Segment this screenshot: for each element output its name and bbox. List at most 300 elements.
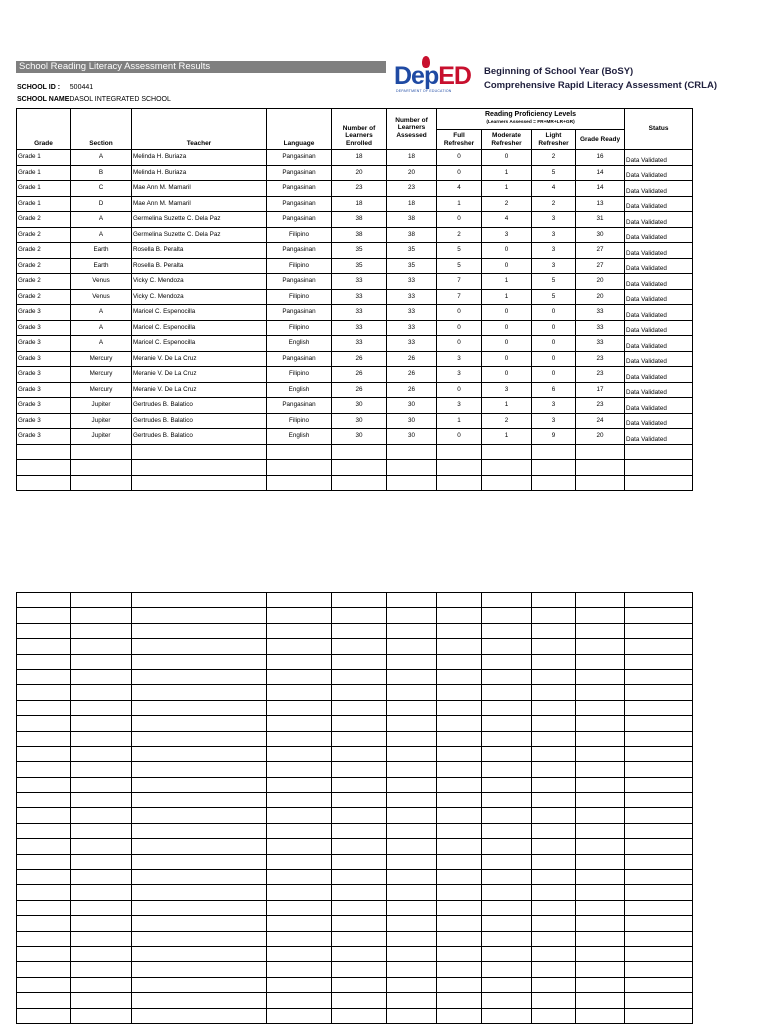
- grade-cell: Grade 2: [17, 212, 71, 228]
- section-cell: A: [71, 336, 132, 352]
- full-refresher-cell: 7: [437, 289, 482, 305]
- blank-cell: [17, 685, 71, 700]
- blank-cell: [576, 870, 625, 885]
- blank-cell: [267, 716, 332, 731]
- blank-cell: [387, 669, 437, 684]
- empty-cell: [576, 475, 625, 491]
- grade-ready-cell: 23: [576, 398, 625, 414]
- enrolled-cell: 38: [332, 227, 387, 243]
- reading-proficiency-header: [437, 109, 625, 130]
- empty-cell: [532, 444, 576, 460]
- blank-row: [17, 946, 693, 961]
- enrolled-cell: 35: [332, 243, 387, 259]
- blank-cell: [132, 1008, 267, 1023]
- table-row: [17, 274, 693, 290]
- full-refresher-cell: 2: [437, 227, 482, 243]
- blank-cell: [482, 885, 532, 900]
- language-cell: Filipino: [267, 227, 332, 243]
- moderate-refresher-cell: 1: [482, 289, 532, 305]
- blank-cell: [17, 823, 71, 838]
- blank-cell: [625, 608, 693, 623]
- col-assessed-header: Number of Learners Assessed: [387, 109, 437, 150]
- table-row: [17, 258, 693, 274]
- blank-cell: [576, 669, 625, 684]
- empty-cell: [17, 460, 71, 476]
- blank-cell: [267, 1008, 332, 1023]
- full-refresher-cell: 1: [437, 196, 482, 212]
- blank-cell: [132, 946, 267, 961]
- blank-cell: [17, 931, 71, 946]
- blank-cell: [576, 808, 625, 823]
- empty-cell: [71, 475, 132, 491]
- blank-cell: [437, 870, 482, 885]
- blank-cell: [17, 654, 71, 669]
- grade-ready-cell: 23: [576, 367, 625, 383]
- status-cell: Data Validated: [625, 181, 693, 197]
- blank-cell: [625, 746, 693, 761]
- blank-cell: [332, 839, 387, 854]
- empty-cell: [132, 444, 267, 460]
- full-refresher-cell: 4: [437, 181, 482, 197]
- light-refresher-cell: 6: [532, 382, 576, 398]
- empty-cell: [625, 460, 693, 476]
- section-cell: Jupiter: [71, 429, 132, 445]
- table-row: [17, 243, 693, 259]
- blank-cell: [625, 777, 693, 792]
- blank-cell: [532, 962, 576, 977]
- teacher-cell: Maricel C. Espenocilla: [132, 305, 267, 321]
- blank-cell: [576, 839, 625, 854]
- assessed-cell: 38: [387, 227, 437, 243]
- table-row: [17, 150, 693, 166]
- blank-cell: [437, 777, 482, 792]
- blank-cell: [132, 623, 267, 638]
- blank-cell: [332, 993, 387, 1008]
- blank-table: [16, 592, 693, 1024]
- teacher-cell: Melinda H. Buriaza: [132, 165, 267, 181]
- blank-cell: [625, 962, 693, 977]
- blank-cell: [132, 669, 267, 684]
- light-refresher-cell: 5: [532, 289, 576, 305]
- grade-cell: Grade 2: [17, 243, 71, 259]
- empty-cell: [132, 460, 267, 476]
- table-row: [17, 429, 693, 445]
- full-refresher-cell: 1: [437, 413, 482, 429]
- blank-cell: [332, 700, 387, 715]
- blank-cell: [132, 854, 267, 869]
- section-cell: Earth: [71, 258, 132, 274]
- blank-cell: [532, 993, 576, 1008]
- full-refresher-cell: 0: [437, 150, 482, 166]
- blank-cell: [437, 839, 482, 854]
- grade-cell: Grade 1: [17, 196, 71, 212]
- blank-cell: [482, 777, 532, 792]
- section-cell: Venus: [71, 274, 132, 290]
- blank-cell: [332, 946, 387, 961]
- language-cell: English: [267, 429, 332, 445]
- blank-cell: [387, 654, 437, 669]
- blank-cell: [267, 977, 332, 992]
- blank-cell: [387, 839, 437, 854]
- blank-cell: [387, 931, 437, 946]
- blank-cell: [132, 900, 267, 915]
- blank-cell: [71, 993, 132, 1008]
- blank-row: [17, 777, 693, 792]
- blank-cell: [625, 870, 693, 885]
- blank-cell: [387, 946, 437, 961]
- blank-cell: [482, 716, 532, 731]
- enrolled-cell: 33: [332, 289, 387, 305]
- status-cell: Data Validated: [625, 429, 693, 445]
- blank-cell: [71, 685, 132, 700]
- blank-cell: [267, 808, 332, 823]
- school-name-value: DASOL INTEGRATED SCHOOL: [69, 96, 171, 103]
- moderate-refresher-cell: 2: [482, 413, 532, 429]
- blank-cell: [332, 777, 387, 792]
- blank-cell: [71, 716, 132, 731]
- section-cell: A: [71, 320, 132, 336]
- blank-cell: [71, 808, 132, 823]
- blank-cell: [267, 777, 332, 792]
- blank-cell: [132, 716, 267, 731]
- blank-cell: [576, 916, 625, 931]
- blank-cell: [437, 885, 482, 900]
- blank-cell: [332, 608, 387, 623]
- blank-row: [17, 746, 693, 761]
- grade-ready-cell: 33: [576, 336, 625, 352]
- blank-cell: [71, 916, 132, 931]
- full-refresher-cell: 0: [437, 320, 482, 336]
- light-refresher-cell: 3: [532, 413, 576, 429]
- blank-cell: [482, 762, 532, 777]
- grade-cell: Grade 3: [17, 320, 71, 336]
- language-cell: Filipino: [267, 367, 332, 383]
- moderate-refresher-cell: 3: [482, 382, 532, 398]
- blank-cell: [17, 977, 71, 992]
- blank-cell: [267, 931, 332, 946]
- table-row: [17, 305, 693, 321]
- blank-cell: [532, 1008, 576, 1023]
- blank-cell: [71, 762, 132, 777]
- blank-cell: [17, 870, 71, 885]
- blank-cell: [132, 639, 267, 654]
- header-line-crla: Comprehensive Rapid Literacy Assessment (CRLA): [484, 80, 717, 91]
- blank-cell: [267, 885, 332, 900]
- grade-cell: Grade 1: [17, 181, 71, 197]
- blank-cell: [625, 823, 693, 838]
- school-id-label: SCHOOL ID :: [17, 84, 61, 91]
- table-row: [17, 382, 693, 398]
- blank-cell: [71, 777, 132, 792]
- blank-cell: [625, 916, 693, 931]
- blank-cell: [71, 931, 132, 946]
- teacher-cell: Maricel C. Espenocilla: [132, 336, 267, 352]
- moderate-refresher-cell: 0: [482, 320, 532, 336]
- blank-cell: [625, 931, 693, 946]
- blank-cell: [437, 854, 482, 869]
- light-refresher-cell: 2: [532, 196, 576, 212]
- blank-cell: [482, 685, 532, 700]
- status-cell: Data Validated: [625, 382, 693, 398]
- status-cell: Data Validated: [625, 305, 693, 321]
- grade-ready-cell: 16: [576, 150, 625, 166]
- blank-cell: [17, 593, 71, 608]
- blank-cell: [482, 746, 532, 761]
- blank-row: [17, 993, 693, 1008]
- light-refresher-cell: 4: [532, 181, 576, 197]
- language-cell: Pangasinan: [267, 243, 332, 259]
- blank-cell: [132, 885, 267, 900]
- blank-cell: [387, 808, 437, 823]
- moderate-refresher-cell: 4: [482, 212, 532, 228]
- blank-cell: [482, 870, 532, 885]
- blank-cell: [437, 716, 482, 731]
- blank-cell: [387, 685, 437, 700]
- blank-cell: [71, 623, 132, 638]
- table-row: [17, 367, 693, 383]
- language-cell: Pangasinan: [267, 150, 332, 166]
- blank-cell: [576, 1008, 625, 1023]
- blank-cell: [482, 1008, 532, 1023]
- assessed-cell: 23: [387, 181, 437, 197]
- light-refresher-cell: 2: [532, 150, 576, 166]
- school-id-line: [17, 84, 93, 91]
- table-row: [17, 336, 693, 352]
- blank-cell: [387, 593, 437, 608]
- report-title: School Reading Literacy Assessment Results: [16, 61, 386, 73]
- blank-cell: [267, 900, 332, 915]
- moderate-refresher-cell: 1: [482, 398, 532, 414]
- full-refresher-cell: 5: [437, 258, 482, 274]
- blank-cell: [625, 946, 693, 961]
- assessed-cell: 26: [387, 367, 437, 383]
- light-refresher-cell: 3: [532, 212, 576, 228]
- blank-cell: [267, 839, 332, 854]
- school-name-label: SCHOOL NAME: [17, 96, 70, 103]
- blank-cell: [437, 993, 482, 1008]
- blank-cell: [132, 777, 267, 792]
- blank-cell: [532, 608, 576, 623]
- col-enrolled-header: Number of Learners Enrolled: [332, 109, 387, 150]
- enrolled-cell: 35: [332, 258, 387, 274]
- blank-cell: [17, 916, 71, 931]
- full-refresher-cell: 3: [437, 367, 482, 383]
- school-id-value: 500441: [69, 84, 94, 91]
- blank-cell: [332, 962, 387, 977]
- full-refresher-cell: 3: [437, 351, 482, 367]
- blank-cell: [625, 623, 693, 638]
- blank-cell: [482, 731, 532, 746]
- blank-cell: [437, 808, 482, 823]
- blank-cell: [576, 946, 625, 961]
- blank-row: [17, 916, 693, 931]
- blank-cell: [482, 808, 532, 823]
- blank-cell: [576, 762, 625, 777]
- blank-cell: [625, 793, 693, 808]
- blank-cell: [437, 685, 482, 700]
- grade-ready-cell: 30: [576, 227, 625, 243]
- blank-cell: [71, 946, 132, 961]
- blank-cell: [332, 808, 387, 823]
- blank-cell: [267, 854, 332, 869]
- blank-cell: [482, 654, 532, 669]
- blank-cell: [576, 900, 625, 915]
- blank-cell: [17, 793, 71, 808]
- blank-cell: [17, 885, 71, 900]
- rpl-formula: (Learners Assessed = FR+MR+LR+GR): [486, 120, 575, 125]
- grade-ready-cell: 27: [576, 243, 625, 259]
- grade-ready-cell: 20: [576, 289, 625, 305]
- blank-row: [17, 654, 693, 669]
- blank-cell: [17, 993, 71, 1008]
- col-moderate-refresher-header: Moderate Refresher: [482, 130, 532, 150]
- moderate-refresher-cell: 2: [482, 196, 532, 212]
- blank-cell: [387, 716, 437, 731]
- blank-cell: [576, 654, 625, 669]
- blank-cell: [532, 685, 576, 700]
- teacher-cell: Vicky C. Mendoza: [132, 274, 267, 290]
- assessed-cell: 26: [387, 382, 437, 398]
- blank-cell: [576, 639, 625, 654]
- empty-cell: [532, 460, 576, 476]
- blank-row: [17, 870, 693, 885]
- assessed-cell: 30: [387, 429, 437, 445]
- empty-cell: [576, 444, 625, 460]
- assessed-cell: 18: [387, 196, 437, 212]
- teacher-cell: Germelina Suzette C. Dela Paz: [132, 212, 267, 228]
- grade-ready-cell: 13: [576, 196, 625, 212]
- light-refresher-cell: 0: [532, 320, 576, 336]
- blank-row: [17, 900, 693, 915]
- language-cell: Filipino: [267, 258, 332, 274]
- blank-cell: [437, 731, 482, 746]
- blank-row: [17, 823, 693, 838]
- blank-cell: [387, 623, 437, 638]
- empty-cell: [17, 475, 71, 491]
- enrolled-cell: 30: [332, 398, 387, 414]
- blank-row: [17, 808, 693, 823]
- light-refresher-cell: 3: [532, 227, 576, 243]
- blank-cell: [132, 762, 267, 777]
- grade-cell: Grade 3: [17, 305, 71, 321]
- blank-row: [17, 839, 693, 854]
- blank-cell: [625, 593, 693, 608]
- blank-cell: [576, 962, 625, 977]
- moderate-refresher-cell: 0: [482, 243, 532, 259]
- grade-ready-cell: 27: [576, 258, 625, 274]
- blank-cell: [332, 654, 387, 669]
- blank-cell: [71, 823, 132, 838]
- teacher-cell: Vicky C. Mendoza: [132, 289, 267, 305]
- teacher-cell: Gertrudes B. Balatico: [132, 413, 267, 429]
- blank-cell: [437, 746, 482, 761]
- enrolled-cell: 26: [332, 351, 387, 367]
- blank-cell: [625, 654, 693, 669]
- table-row: [17, 196, 693, 212]
- blank-cell: [332, 931, 387, 946]
- blank-cell: [532, 793, 576, 808]
- blank-cell: [437, 608, 482, 623]
- empty-cell: [482, 475, 532, 491]
- enrolled-cell: 26: [332, 367, 387, 383]
- assessed-cell: 18: [387, 150, 437, 166]
- blank-cell: [576, 885, 625, 900]
- enrolled-cell: 26: [332, 382, 387, 398]
- blank-cell: [482, 608, 532, 623]
- language-cell: Pangasinan: [267, 196, 332, 212]
- blank-cell: [17, 900, 71, 915]
- blank-cell: [332, 746, 387, 761]
- blank-cell: [132, 808, 267, 823]
- empty-cell: [17, 444, 71, 460]
- blank-cell: [332, 593, 387, 608]
- grade-cell: Grade 2: [17, 289, 71, 305]
- full-refresher-cell: 5: [437, 243, 482, 259]
- blank-cell: [267, 993, 332, 1008]
- blank-row: [17, 793, 693, 808]
- section-cell: Earth: [71, 243, 132, 259]
- section-cell: B: [71, 165, 132, 181]
- moderate-refresher-cell: 1: [482, 429, 532, 445]
- blank-cell: [132, 870, 267, 885]
- blank-cell: [332, 977, 387, 992]
- blank-cell: [532, 977, 576, 992]
- language-cell: English: [267, 336, 332, 352]
- blank-cell: [17, 731, 71, 746]
- blank-cell: [532, 623, 576, 638]
- grade-ready-cell: 33: [576, 305, 625, 321]
- blank-cell: [532, 639, 576, 654]
- col-grade-ready-header: Grade Ready: [576, 130, 625, 150]
- empty-cell: [132, 475, 267, 491]
- blank-cell: [267, 746, 332, 761]
- blank-cell: [576, 623, 625, 638]
- empty-cell: [387, 444, 437, 460]
- blank-cell: [532, 700, 576, 715]
- empty-cell: [332, 475, 387, 491]
- empty-cell: [71, 444, 132, 460]
- grade-cell: Grade 2: [17, 258, 71, 274]
- blank-cell: [482, 854, 532, 869]
- assessed-cell: 33: [387, 289, 437, 305]
- table-row: [17, 289, 693, 305]
- status-cell: Data Validated: [625, 367, 693, 383]
- blank-cell: [576, 593, 625, 608]
- table-row: [17, 165, 693, 181]
- empty-cell: [267, 460, 332, 476]
- grade-ready-cell: 20: [576, 429, 625, 445]
- blank-cell: [17, 962, 71, 977]
- blank-cell: [17, 669, 71, 684]
- blank-cell: [532, 808, 576, 823]
- enrolled-cell: 23: [332, 181, 387, 197]
- empty-cell: [625, 444, 693, 460]
- blank-cell: [267, 608, 332, 623]
- blank-row: [17, 700, 693, 715]
- blank-cell: [625, 839, 693, 854]
- blank-cell: [576, 716, 625, 731]
- blank-cell: [576, 685, 625, 700]
- blank-cell: [532, 870, 576, 885]
- blank-cell: [71, 900, 132, 915]
- status-cell: Data Validated: [625, 212, 693, 228]
- empty-cell: [482, 460, 532, 476]
- section-cell: A: [71, 150, 132, 166]
- col-grade-header: Grade: [17, 109, 71, 150]
- col-status-header: Status: [625, 109, 693, 150]
- blank-cell: [437, 900, 482, 915]
- blank-cell: [387, 1008, 437, 1023]
